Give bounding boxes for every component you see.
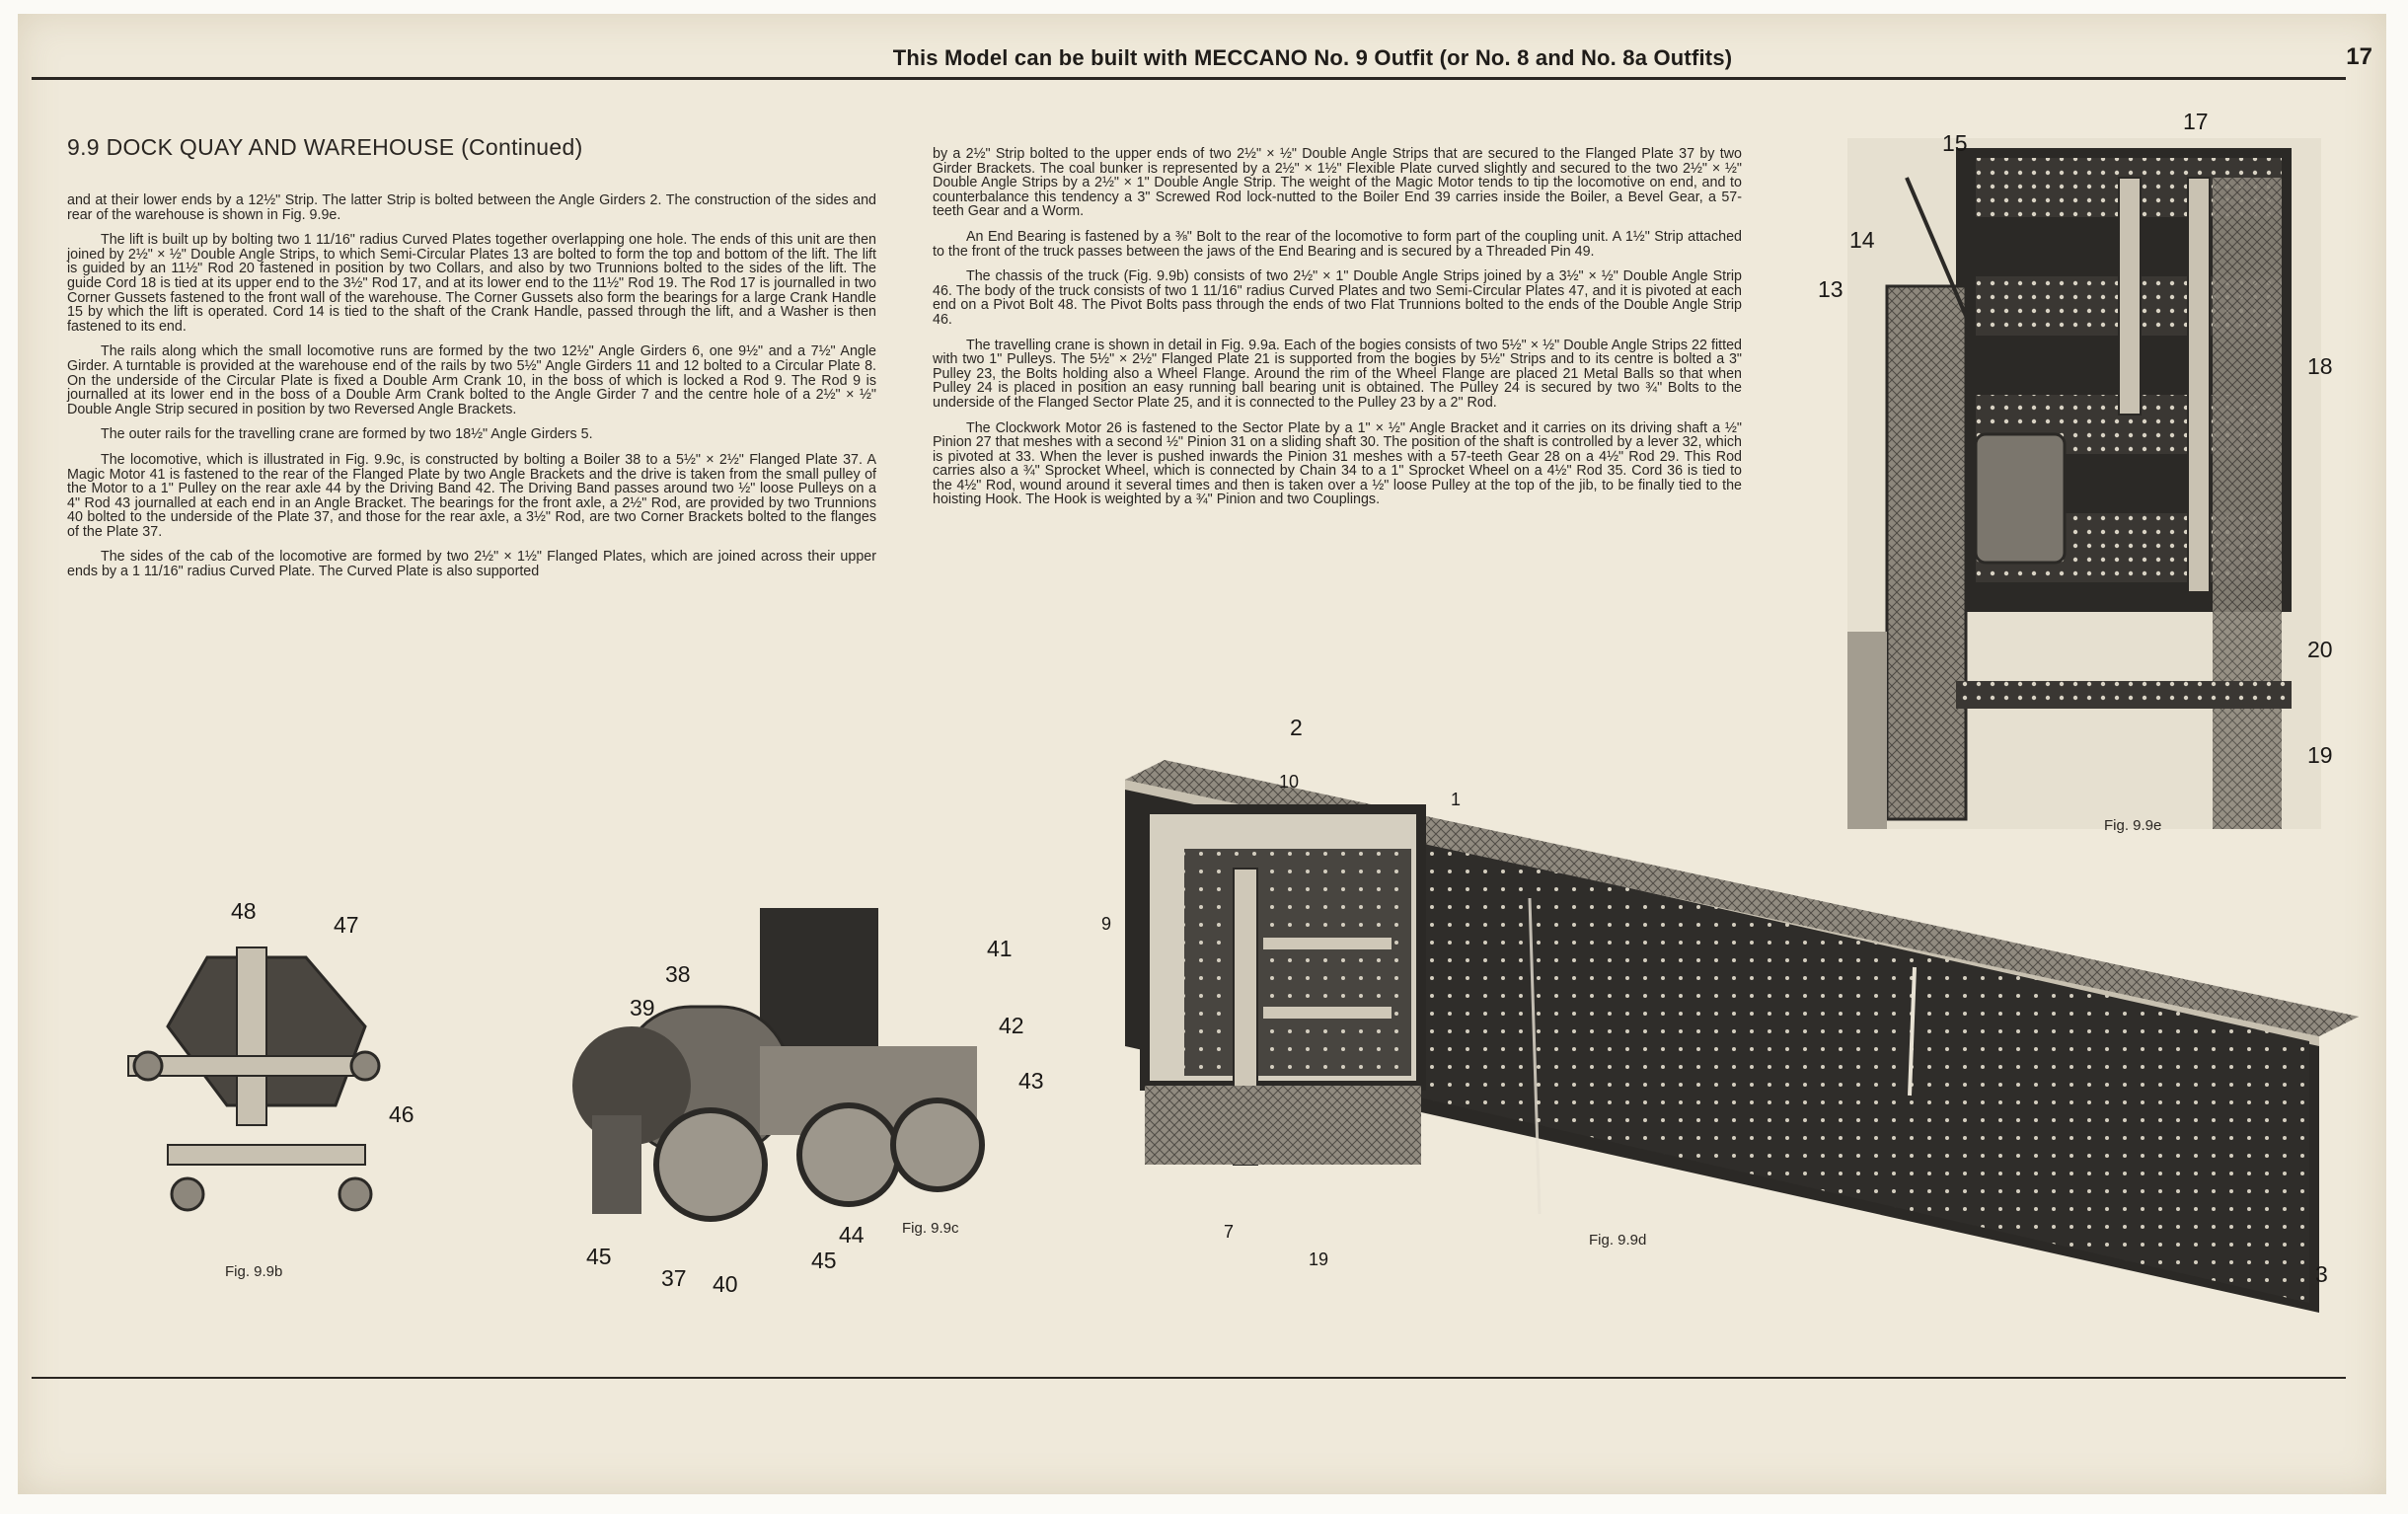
callout-40: 40 (713, 1271, 738, 1297)
figure-caption: Fig. 9.9b (225, 1263, 283, 1280)
callout-42: 42 (999, 1013, 1024, 1038)
callout-3: 3 (2315, 1261, 2328, 1287)
callout-10: 10 (1279, 772, 1300, 792)
callout-44: 44 (839, 1222, 865, 1248)
paragraph: by a 2½" Strip bolted to the upper ends of two 2½" × ½" Double Angle Strips that are secured to the Flanged Plate 37 by two Girder Brackets. The coal bunker is represented by a 2½" × 1½" Flexible Plate curved slightly and secured to the two 2½" × ½" Double Angle Strips by a 2½" × 1" Double Angle Strip. The weight of the Magic Motor tends to tip the locomotive on end, and to counterbalance this tendency a 3" Screwed Rod lock-nutted to the Boiler End 39 carries inside the Boiler, a Bevel Gear, a 57-teeth Gear and a Worm. (933, 146, 1742, 220)
callout-37: 37 (661, 1265, 687, 1291)
quay-illustration (1086, 720, 2359, 1342)
callout-14: 14 (1849, 227, 1875, 253)
figure-caption: Fig. 9.9c (902, 1220, 959, 1237)
section-title: 9.9 DOCK QUAY AND WAREHOUSE (Continued) (67, 134, 583, 160)
callout-45: 45 (586, 1244, 612, 1269)
paragraph: The travelling crane is shown in detail in Fig. 9.9a. Each of the bogies consists of two 5½" × ½" Double Angle Strips 22 fitted with two 1" Pulleys. The 5½" × 2½" Flanged Plate 21 is supported from the bogies by 5½" Strips and to its centre is bolted a 3" Pulley 23, the Bolts holding also a Wheel Flange. Around the rim of the Wheel Flange are placed 21 Metal Balls so that when Pulley 24 is placed in position an easy running ball bearing unit is obtained. The Pulley 24 is secured by two ¾" Bolts to the underside of the Flanged Sector Plate 25, and it is connected to the Pulley 23 by a 2" Rod. (933, 337, 1742, 411)
header-rule (32, 77, 2346, 80)
callout-48: 48 (231, 898, 257, 924)
paragraph: The chassis of the truck (Fig. 9.9b) consists of two 2½" × 1" Double Angle Strips joined by a 3½" × ½" Double Angle Strip 46. The body of the truck consists of two 1 11/16" radius Curved Plates and two Semi-Circular Plates 47, and it is pivoted at each end on a Pivot Bolt 48. The Pivot Bolts pass through the ends of two Flat Trunnions bolted to the ends of the Double Angle Strip 46. (933, 268, 1742, 328)
callout-47: 47 (334, 912, 359, 938)
paragraph: The rails along which the small locomotive runs are formed by the two 12½" Angle Girders 6, one 9½" and a 7½" Angle Girder. A turntable is provided at the warehouse end of the rails by two 5½" Angle Girders 11 and 12 bolted to a Circular Plate 8. On the underside of the Circular Plate is fixed a Double Arm Crank 10, in the boss of which is locked a Rod 9. The Rod 9 is journalled at its lower end in the boss of a Double Arm Crank bolted to the Angle Girder 7 and the centre hole of a 2½" × ½" Double Angle Strip secured in position by two Reversed Angle Brackets. (67, 343, 876, 417)
text-column-right (933, 147, 1742, 518)
paragraph: The lift is built up by bolting two 1 11/16" radius Curved Plates together overlapping one hole. The ends of this unit are then joined by 2½" × ½" Double Angle Strips, to which Semi-Circular Plates 13 are bolted to form the top and bottom of the lift. The lift is guided by an 11½" Rod 20 fastened in position by two Collars, and also by two Trunnions bolted to the sides of the lift. The guide Cord 18 is tied at its upper end to the 3½" Rod 17, and at its lower end to the 11½" Rod 19. The Rod 17 is journalled in two Corner Gussets fastened to the front wall of the warehouse. The Corner Gussets also form the bearings for a large Crank Handle 15 by which the lift is operated. Cord 14 is tied to the shaft of the Crank Handle, passed through the lift, and a Washer is then fastened to its end. (67, 232, 876, 335)
callout-46: 46 (389, 1101, 414, 1127)
figure-9-9d-quay (1086, 715, 2359, 1342)
callout-15: 15 (1942, 130, 1968, 156)
callout-18: 18 (2307, 353, 2333, 379)
figure-caption: Fig. 9.9d (1589, 1232, 1647, 1249)
paragraph: The locomotive, which is illustrated in Fig. 9.9c, is constructed by bolting a Boiler 38 to a 5½" × 2½" Flanged Plate 37. A Magic Motor 41 is fastened to the rear of the Flanged Plate by two Angle Brackets and the drive is taken from the small pulley of the Motor to a 1" Pulley on the rear axle 44 by the Driving Band 42. The Driving Band passes around two ½" loose Pulleys on a 4" Rod 43 journalled at each end in an Angle Bracket. The bearings for the front axle, a 2½" Rod, are provided by two Trunnions 40 bolted to the underside of the Plate 37, and those for the rear axle, a 3½" Rod, are two Corner Brackets bolted to the flanges of the Plate 37. (67, 451, 876, 540)
callout-45: 45 (811, 1248, 837, 1273)
figure-caption: Fig. 9.9e (2104, 817, 2162, 834)
text-column-left (67, 193, 876, 590)
callout-13: 13 (1818, 276, 1844, 302)
callout-39: 39 (630, 995, 655, 1021)
callout-20: 20 (2307, 637, 2333, 662)
truck-illustration (109, 898, 414, 1234)
callout-2: 2 (1290, 715, 1303, 740)
callout-9: 9 (1101, 914, 1112, 934)
callout-17: 17 (2183, 109, 2209, 134)
callout-19: 19 (2307, 742, 2333, 768)
callout-7: 7 (1224, 1222, 1235, 1242)
paragraph: The outer rails for the travelling crane are formed by two 18½" Angle Girders 5. (101, 426, 593, 443)
page-header-title: This Model can be built with MECCANO No. 9 Outfit (or No. 8 and No. 8a Outfits) (892, 45, 1733, 70)
callout-43: 43 (1018, 1068, 1044, 1094)
page-number: 17 (2346, 43, 2372, 70)
callout-1: 1 (1451, 790, 1462, 809)
paragraph: The sides of the cab of the locomotive are formed by two 2½" × 1½" Flanged Plates, which are joined across their upper ends by a 1 11/16" radius Curved Plate. The Curved Plate is also supported (67, 549, 876, 580)
paragraph: An End Bearing is fastened by a ⅜" Bolt to the rear of the locomotive to form part of the coupling unit. A 1½" Strip attached to the front of the truck passes between the jaws of the End Bearing and is secured by a Threaded Pin 49. (933, 228, 1742, 260)
paragraph: and at their lower ends by a 12½" Strip. The latter Strip is bolted between the Angle Girders 2. The construction of the sides and rear of the warehouse is shown in Fig. 9.9e. (67, 192, 876, 223)
footer-rule (32, 1377, 2346, 1379)
callout-19: 19 (1309, 1249, 1329, 1269)
figure-9-9b-truck (109, 898, 414, 1280)
callout-41: 41 (987, 936, 1013, 961)
callout-38: 38 (665, 961, 691, 987)
paragraph: The Clockwork Motor 26 is fastened to the Sector Plate by a 1" × ½" Angle Bracket and it carries on its driving shaft a ½" Pinion 27 that meshes with a second ½" Pinion 31 on a sliding shaft 30. The position of the shaft is controlled by a lever 32, which is pivoted at 33. When the lever is pushed inwards the Pinion 31 meshes with a 57-teeth Gear 28 on a 4½" Rod 29. This Rod carries also a ¾" Sprocket Wheel, which is connected by Chain 34 to a 1" Sprocket Wheel on a 4½" Rod 35. Cord 36 is tied to the 4½" Rod, wound around it several times and then is taken over a ½" loose Pulley at the top of the jib, to be finally tied to the hoisting Hook. The Hook is weighted by a ¾" Pinion and two Couplings. (933, 419, 1742, 508)
figure-9-9c-locomotive (563, 908, 1044, 1297)
